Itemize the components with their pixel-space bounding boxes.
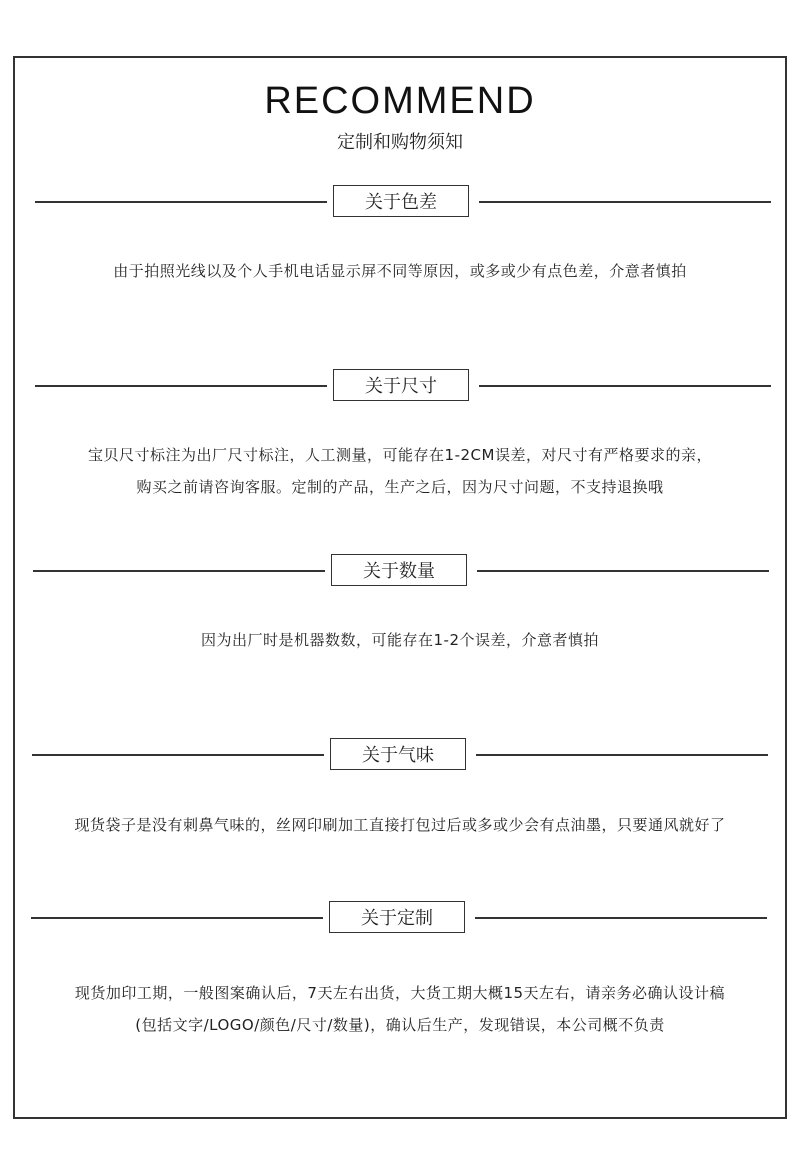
section-body-color: [20, 255, 780, 287]
section-header-quantity: [33, 554, 769, 588]
divider-line-left: [31, 917, 323, 919]
section-header-size: [35, 369, 771, 403]
section-body-quantity: [20, 624, 780, 656]
divider-line-right: [476, 754, 768, 756]
divider-line-left: [33, 570, 325, 572]
section-body-smell: [20, 809, 780, 841]
section-text-line: 现货袋子是没有刺鼻气味的，丝网印刷加工直接打包过后或多或少会有点油墨，只要通风就好了: [74, 816, 726, 834]
section-text-line: 因为出厂时是机器数数，可能存在1-2个误差，介意者慎拍: [200, 631, 599, 649]
divider-line-right: [479, 201, 771, 203]
page-subtitle: 定制和购物须知: [337, 132, 463, 153]
section-text-line: 购买之前请咨询客服。定制的产品，生产之后，因为尺寸问题，不支持退换哦: [136, 478, 664, 496]
divider-line-right: [479, 385, 771, 387]
section-header-color: [35, 185, 771, 219]
section-text-line: (包括文字/LOGO/颜色/尺寸/数量)，确认后生产，发现错误，本公司概不负责: [135, 1016, 665, 1034]
section-text-line: 现货加印工期，一般图案确认后，7天左右出货，大货工期大概15天左右，请亲务必确认设计稿: [74, 984, 726, 1002]
section-title-size: 关于尺寸: [333, 369, 469, 401]
section-text-line: 由于拍照光线以及个人手机电话显示屏不同等原因，或多或少有点色差，介意者慎拍: [113, 262, 687, 280]
divider-line-left: [32, 754, 324, 756]
section-title-custom: 关于定制: [329, 901, 465, 933]
section-title-color: 关于色差: [333, 185, 469, 217]
page-title: RECOMMEND: [264, 80, 536, 122]
section-body-size: [20, 439, 780, 503]
section-body-custom: [20, 977, 780, 1041]
divider-line-left: [35, 385, 327, 387]
divider-line-right: [475, 917, 767, 919]
divider-line-right: [477, 570, 769, 572]
section-title-quantity: 关于数量: [331, 554, 467, 586]
section-title-smell: 关于气味: [330, 738, 466, 770]
section-header-custom: [31, 901, 767, 935]
divider-line-left: [35, 201, 327, 203]
section-header-smell: [32, 738, 768, 772]
section-text-line: 宝贝尺寸标注为出厂尺寸标注，人工测量，可能存在1-2CM误差，对尺寸有严格要求的亲，: [88, 446, 712, 464]
